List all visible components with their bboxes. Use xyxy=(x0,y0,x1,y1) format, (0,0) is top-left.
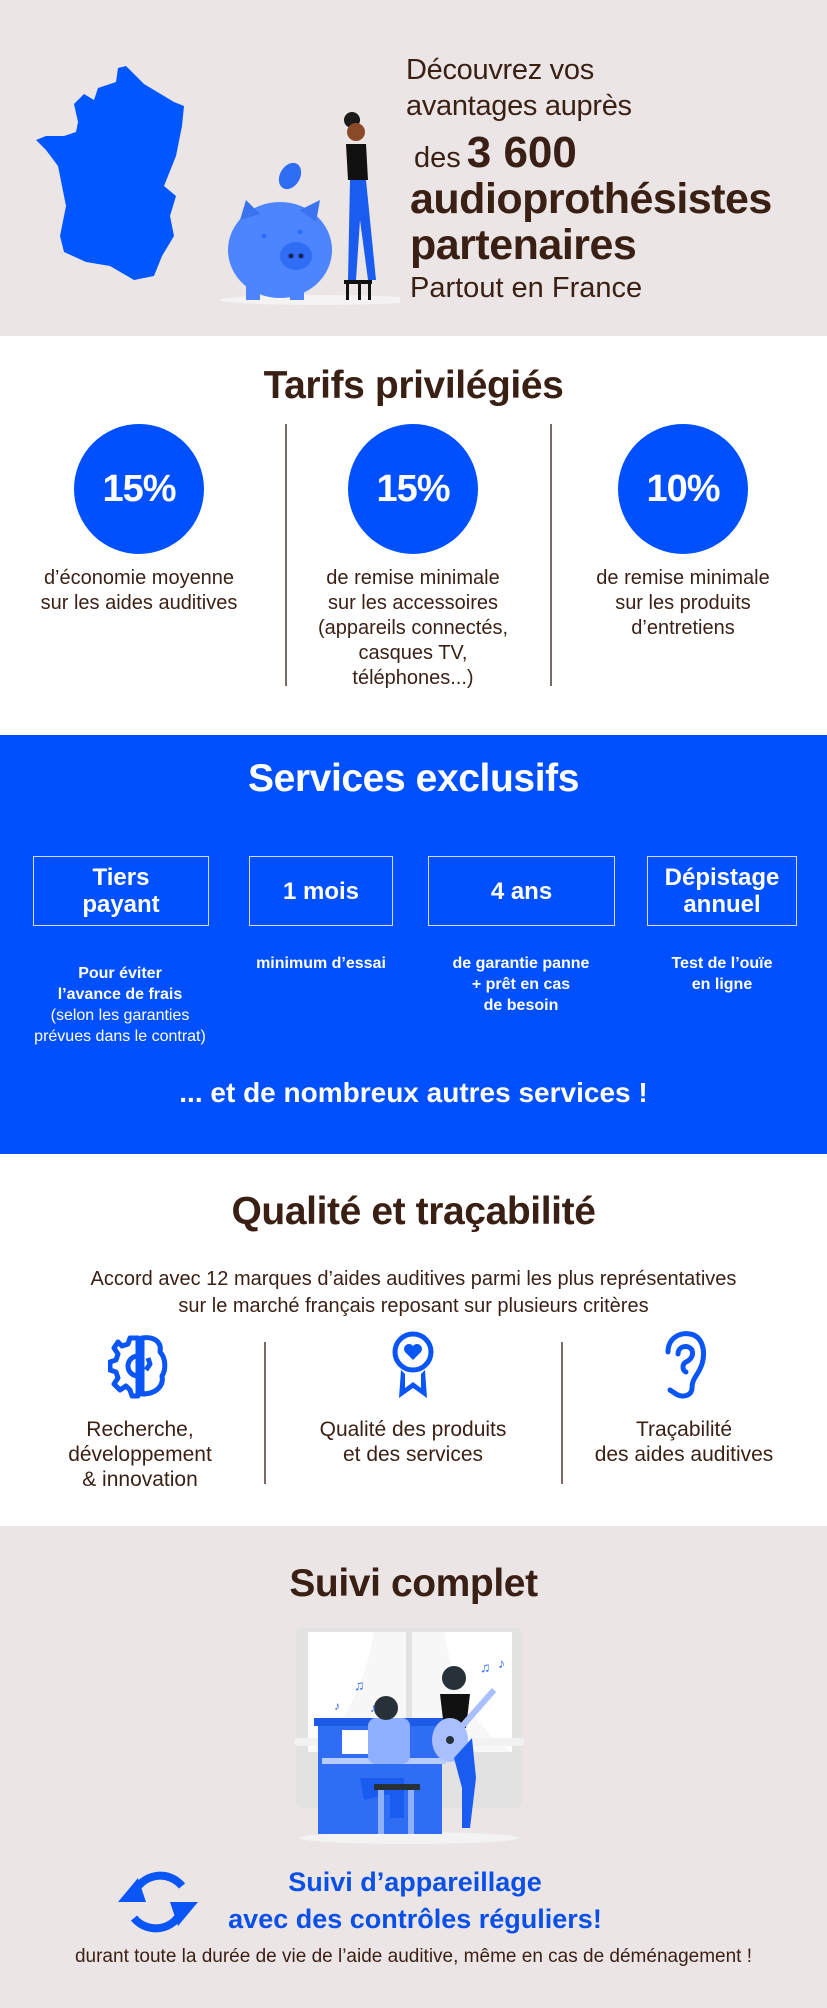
services-section xyxy=(0,735,827,1154)
suivi-section xyxy=(0,1526,827,2008)
label-line: & innovation xyxy=(82,1468,198,1491)
divider xyxy=(264,1342,266,1484)
desc-line: en ligne xyxy=(691,976,753,993)
desc-line: de garantie panne xyxy=(452,955,590,972)
tarif-item-1 xyxy=(4,424,274,616)
service-box-depistage xyxy=(647,856,797,926)
desc-line: sur les produits xyxy=(615,592,751,614)
services-title: Services exclusifs xyxy=(247,757,580,800)
desc-line: d’entretiens xyxy=(631,617,735,639)
box-line: annuel xyxy=(683,891,761,918)
hero-section xyxy=(0,0,827,336)
desc-line: téléphones...) xyxy=(352,667,474,689)
tarifs-title: Tarifs privilégiés xyxy=(263,364,564,407)
quality-intro xyxy=(0,1266,827,1320)
desc-line: de remise minimale xyxy=(596,567,770,589)
label-line: et des services xyxy=(342,1443,484,1466)
desc-line: (appareils connectés, xyxy=(317,617,509,639)
discount-badge: 15% xyxy=(74,424,204,554)
headline-line: avec des contrôles réguliers! xyxy=(228,1904,602,1934)
svg-text:♫: ♫ xyxy=(480,1659,491,1675)
service-box-1-mois xyxy=(249,856,393,926)
box-line: payant xyxy=(82,891,160,918)
label-line: Traçabilité xyxy=(635,1418,733,1441)
box-line: Dépistage xyxy=(664,864,780,891)
svg-text:♪: ♪ xyxy=(498,1655,505,1671)
suivi-footnote: durant toute la durée de vie de l’aide auditive, même en cas de déménagement ! xyxy=(74,1946,753,1967)
partner-count: 3 600 xyxy=(466,128,577,177)
service-desc-4-ans xyxy=(421,953,621,1016)
musicians-illustration xyxy=(294,1628,524,1846)
more-services-text: ... et de nombreux autres services ! xyxy=(179,1077,648,1108)
desc-line: Pour éviter xyxy=(78,965,162,982)
hero-des: des xyxy=(414,142,461,174)
hero-big-1: audioprothésistes xyxy=(410,175,772,223)
label-line: développement xyxy=(68,1443,212,1466)
tarif-description xyxy=(548,566,818,641)
quality-section xyxy=(0,1154,827,1526)
desc-line: sur les aides auditives xyxy=(40,592,238,614)
discount-badge: 10% xyxy=(618,424,748,554)
box-line: 1 mois xyxy=(282,877,360,905)
box-line: Tiers xyxy=(92,864,150,891)
hero-line-2: avantages auprès xyxy=(406,90,632,122)
hero-text xyxy=(406,52,826,306)
desc-line: casques TV, xyxy=(358,642,468,664)
piggy-bank-illustration xyxy=(200,110,400,310)
quality-item-research xyxy=(20,1330,260,1492)
tarif-item-2 xyxy=(278,424,548,691)
quality-label xyxy=(283,1417,543,1467)
box-line: 4 ans xyxy=(490,877,553,905)
desc-line: d’économie moyenne xyxy=(43,567,235,589)
refresh-icon xyxy=(116,1864,200,1940)
service-box-4-ans xyxy=(428,856,615,926)
service-desc-tiers-payant xyxy=(10,963,230,1047)
desc-line: de remise minimale xyxy=(326,567,500,589)
award-heart-icon xyxy=(381,1330,445,1400)
intro-line: sur le marché français reposant sur plusieurs critères xyxy=(178,1295,649,1317)
svg-text:♪: ♪ xyxy=(370,1701,376,1715)
discount-badge: 15% xyxy=(348,424,478,554)
svg-text:♪: ♪ xyxy=(334,1699,340,1713)
intro-line: Accord avec 12 marques d’aides auditives parmi les plus représentatives xyxy=(90,1268,737,1290)
label-line: Recherche, xyxy=(86,1418,194,1441)
desc-line: minimum d’essai xyxy=(256,955,386,972)
quality-title: Qualité et traçabilité xyxy=(231,1190,596,1233)
suivi-title: Suivi complet xyxy=(289,1562,538,1605)
quality-item-products xyxy=(283,1330,543,1467)
hero-line-1: Découvrez vos xyxy=(406,54,594,86)
service-desc-depistage xyxy=(642,953,802,995)
desc-line: (selon les garanties xyxy=(50,1007,190,1024)
suivi-headline xyxy=(200,1864,630,1938)
tarifs-section xyxy=(0,336,827,735)
gear-brain-icon xyxy=(108,1330,172,1400)
tarif-description xyxy=(4,566,274,616)
hero-big-2: partenaires xyxy=(410,221,637,269)
ear-icon xyxy=(652,1330,716,1400)
desc-line: prévues dans le contrat) xyxy=(34,1028,206,1045)
desc-line: + prêt en cas xyxy=(471,976,571,993)
tarif-item-3 xyxy=(548,424,818,641)
service-desc-1-mois xyxy=(240,953,402,974)
label-line: Qualité des produits xyxy=(319,1418,507,1441)
svg-text:♫: ♫ xyxy=(354,1677,365,1693)
quality-item-traceability xyxy=(572,1330,796,1467)
hero-sub: Partout en France xyxy=(410,272,643,304)
tarif-description xyxy=(278,566,548,691)
desc-line: l’avance de frais xyxy=(57,986,183,1003)
service-box-tiers-payant xyxy=(33,856,209,926)
desc-line: Test de l’ouïe xyxy=(671,955,773,972)
divider xyxy=(561,1342,563,1484)
quality-label xyxy=(572,1417,796,1467)
label-line: des aides auditives xyxy=(594,1443,774,1466)
headline-line: Suivi d’appareillage xyxy=(288,1867,542,1897)
desc-line: sur les accessoires xyxy=(327,592,499,614)
desc-line: de besoin xyxy=(483,997,559,1014)
hero-count-line xyxy=(406,130,826,176)
quality-label xyxy=(20,1417,260,1492)
